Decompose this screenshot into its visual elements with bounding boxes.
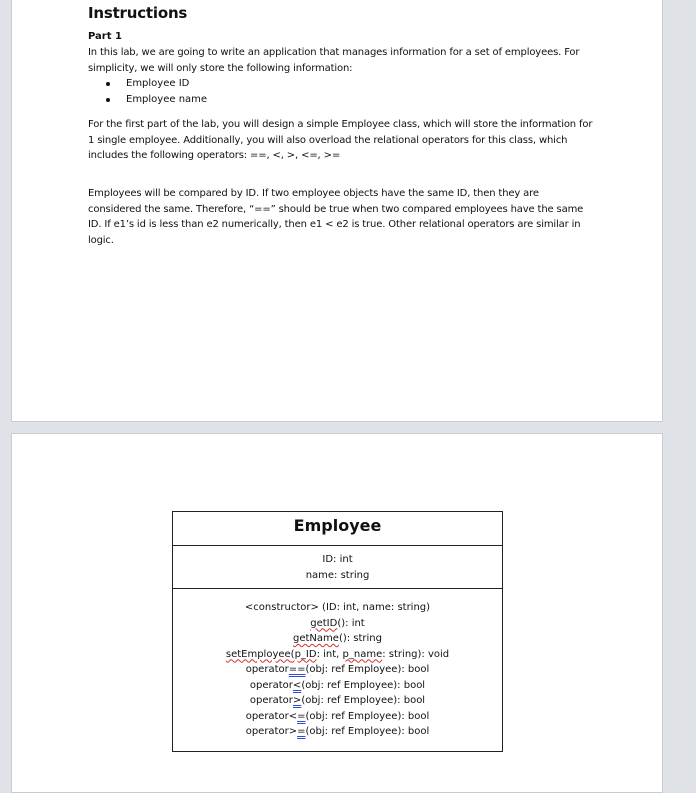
operator-prefix: operator (249, 695, 293, 706)
bullet-text: Employee ID (126, 78, 190, 89)
bullet-text: Employee name (126, 94, 208, 105)
info-bullet-list (88, 76, 207, 108)
bullet-icon (106, 82, 110, 86)
uml-method-getname (173, 631, 502, 647)
method-signature: : int, (316, 648, 343, 660)
uml-method-operator-eq (173, 662, 502, 678)
param-name: p_name (342, 648, 383, 660)
operator-symbol: == (288, 664, 306, 675)
method-signature: (): int (337, 617, 365, 629)
uml-method-getid (173, 616, 502, 632)
list-item (88, 76, 207, 92)
uml-method-operator-lt (173, 678, 502, 694)
method-signature: : string): void (382, 648, 450, 660)
bullet-icon (106, 98, 110, 102)
operator-symbol: > (292, 695, 302, 706)
operator-prefix: operator (245, 710, 289, 722)
method-signature: (): string (338, 633, 382, 644)
method-signature: (obj: ref Employee): bool (305, 664, 430, 675)
uml-class-diagram (172, 511, 503, 752)
uml-method-constructor: <constructor> (ID: int, name: string) (244, 602, 431, 613)
method-name: getID (310, 617, 338, 629)
uml-methods (173, 589, 502, 740)
uml-method-operator-gt (173, 693, 502, 709)
instructions-heading: Instructions (88, 4, 188, 22)
comparison-paragraph: Employees will be compared by ID. If two employee objects have the same ID, then they are considered the same. Therefore, “==” should be true when two compared employees have the same ID. If e1’s id is less than e2 numerically, then e1 < e2 is true. Other relational operators are similar in logic. (88, 188, 584, 246)
uml-attributes (173, 546, 502, 589)
uml-method-operator-ge (173, 724, 502, 740)
operator-prefix: operator (245, 726, 289, 737)
method-name: getName (293, 633, 339, 644)
operator-symbol: < (292, 679, 302, 691)
method-signature: (obj: ref Employee): bool (301, 695, 426, 706)
operator-symbol: = (297, 710, 306, 722)
method-signature: (obj: ref Employee): bool (301, 679, 426, 691)
document-page-2 (11, 433, 663, 793)
operator-prefix: operator (245, 664, 289, 675)
list-item (88, 92, 207, 108)
uml-attribute-id: ID: int (322, 554, 353, 565)
uml-attribute-name: name: string (305, 569, 370, 581)
method-name: setEmployee (225, 648, 291, 660)
uml-method-setemployee (173, 647, 502, 663)
uml-class-name: Employee (173, 512, 502, 546)
part-1-label: Part 1 (88, 31, 122, 42)
design-paragraph: For the first part of the lab, you will design a simple Employee class, which will store the information for 1 single employee. Additionally, you will also overload the relational operators for this class, which includes the following operators: ==, <, >, <=, >= (88, 119, 593, 161)
document-page-1 (11, 0, 663, 422)
operator-symbol: > (288, 726, 298, 737)
method-signature: (obj: ref Employee): bool (305, 726, 430, 737)
param-name: (p_ID (290, 648, 317, 660)
uml-method-operator-le (173, 709, 502, 725)
intro-paragraph: In this lab, we are going to write an application that manages information for a set of employees. For simplicity, we will only store the following information: (88, 47, 580, 74)
operator-prefix: operator (249, 679, 293, 691)
operator-symbol: = (297, 726, 306, 737)
operator-symbol: < (288, 710, 298, 722)
method-signature: (obj: ref Employee): bool (305, 710, 430, 722)
